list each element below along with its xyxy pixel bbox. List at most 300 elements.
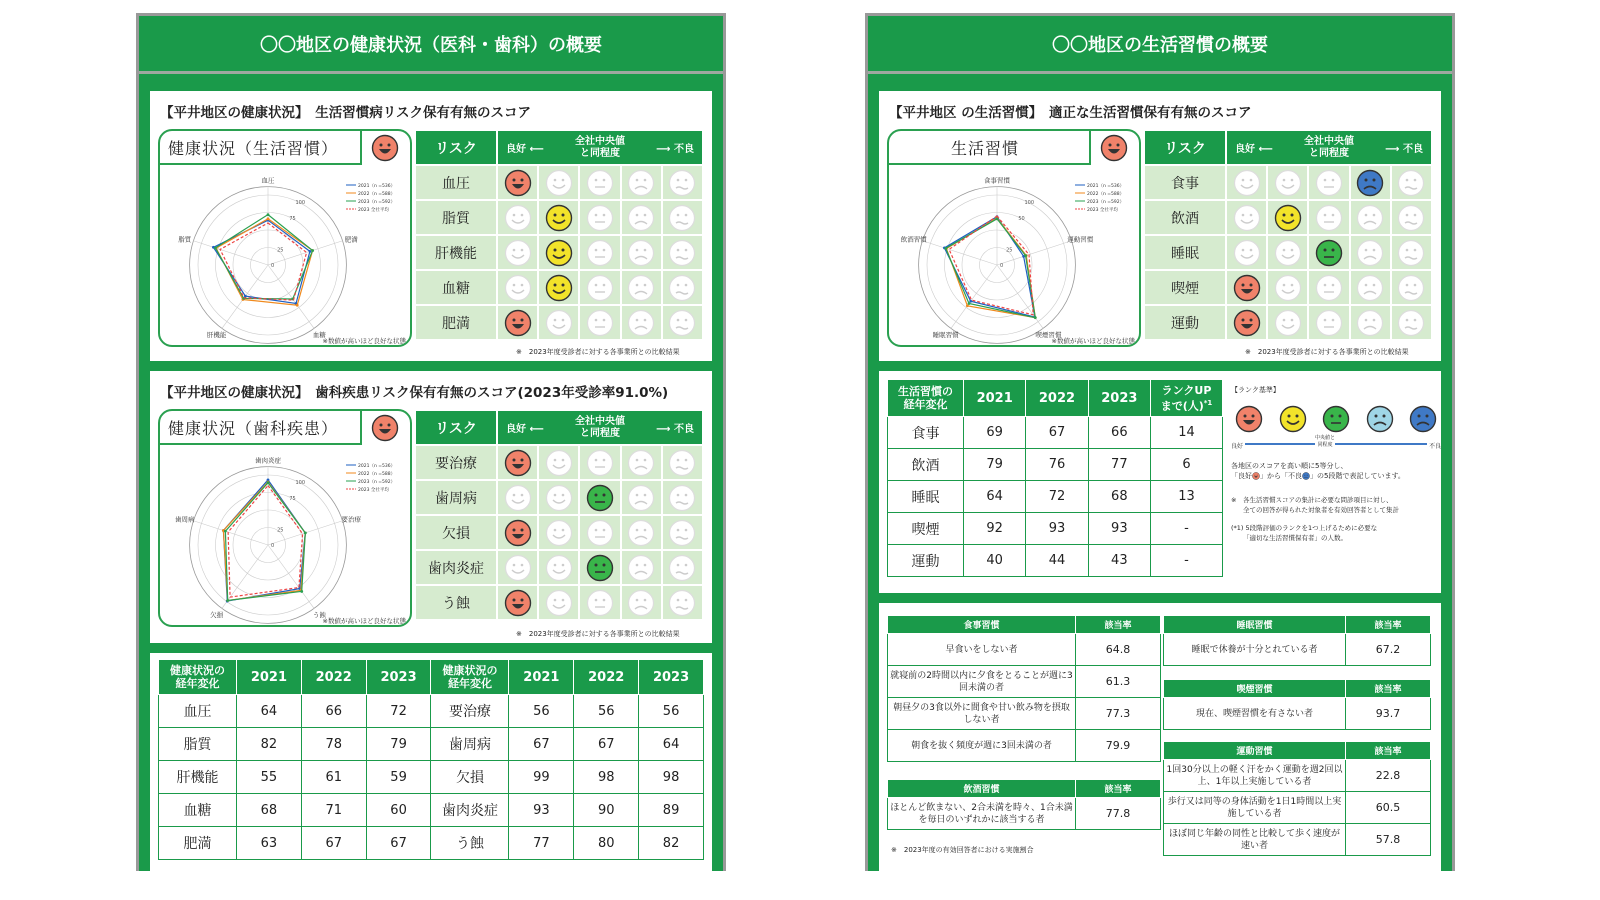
good-face-icon: [1235, 405, 1263, 433]
risk-label: 肥満: [416, 306, 496, 339]
bad-label: ⟶ 不良: [656, 144, 694, 155]
legend-entry: 2021（n =536）: [358, 184, 396, 189]
legend-entry: 2022（n =588）: [358, 472, 396, 477]
score-cell: [1268, 306, 1307, 339]
risk-label: 喫煙: [1145, 271, 1225, 304]
year-header: 2023: [639, 660, 704, 695]
row-label: 肝機能: [159, 761, 237, 794]
face-icon: [586, 554, 614, 582]
risk-label: 欠損: [416, 516, 496, 549]
desc-part: 」の5段階で表記しています。: [1310, 472, 1405, 480]
row-label: 飲酒: [888, 449, 964, 481]
score-row: [416, 236, 702, 269]
exercise-habits-table: [1163, 741, 1431, 856]
face-icon: [504, 309, 532, 337]
risk-label: 運動: [1145, 306, 1225, 339]
data-point: [968, 302, 971, 305]
series-line: [228, 486, 303, 598]
risk-label: 脂質: [416, 201, 496, 234]
face-icon: [504, 554, 532, 582]
tick-label: 75: [289, 215, 296, 222]
rate-header: 該当率: [1346, 616, 1431, 634]
value-cell: 67: [366, 827, 431, 860]
score-header: [416, 131, 702, 164]
score-cell: [580, 166, 619, 199]
value-cell: 64: [237, 695, 302, 728]
face-icon: [504, 449, 532, 477]
rank-desc: [1231, 461, 1441, 481]
value-cell: 93: [1088, 513, 1150, 545]
score-cell: [1227, 166, 1266, 199]
value-cell: 68: [1088, 481, 1150, 513]
face-icon: [668, 274, 696, 302]
tick-label: 50: [1018, 215, 1025, 222]
face-icon: [1356, 204, 1384, 232]
value-cell: 93: [1026, 513, 1088, 545]
value-cell: 56: [509, 695, 574, 728]
face-icon: [586, 309, 614, 337]
row-label: 睡眠: [888, 481, 964, 513]
score-cell: [1268, 271, 1307, 304]
trend-row: [159, 794, 704, 827]
habit-rate: 93.7: [1346, 698, 1431, 730]
score-cell: [1392, 236, 1431, 269]
score-cell: [1268, 166, 1307, 199]
face-icon: [545, 204, 573, 232]
drinking-habits-table: [887, 779, 1161, 830]
score-cell: [1392, 306, 1431, 339]
face-icon: [1315, 309, 1343, 337]
score-cell: [498, 271, 537, 304]
score-cell: [622, 166, 661, 199]
risk-label: 食事: [1145, 166, 1225, 199]
radar-face-icon: [360, 131, 408, 165]
score-cell: [498, 586, 537, 619]
trend-row: [888, 545, 1223, 577]
face-icon: [1233, 204, 1261, 232]
habit-desc: 朝食を抜く頻度が週に3回未満の者: [888, 730, 1076, 762]
value-cell: 59: [366, 761, 431, 794]
trend-row: [888, 417, 1223, 449]
score-cell: [622, 516, 661, 549]
year-header: 2022: [1026, 380, 1088, 417]
habit-rate: 77.8: [1076, 798, 1161, 830]
trend-row: [159, 728, 704, 761]
score-cell: [580, 551, 619, 584]
face-icon: [545, 554, 573, 582]
score-cell: [1309, 201, 1348, 234]
value-cell: 13: [1151, 481, 1223, 513]
radar-face-icon: [1089, 131, 1137, 165]
data-point: [311, 249, 314, 252]
good-label: 良好 ⟵: [506, 144, 544, 155]
year-header: 2021: [509, 660, 574, 695]
risk-header: リスク: [416, 411, 496, 444]
data-point: [969, 300, 972, 303]
tick-label: 25: [1006, 247, 1013, 254]
face-icon: [586, 169, 614, 197]
face-icon: [1315, 274, 1343, 302]
series-line: [946, 215, 1035, 318]
face-icon: [504, 169, 532, 197]
score-cell: [1309, 271, 1348, 304]
face-icon: [1397, 309, 1425, 337]
score-cell: [1309, 166, 1348, 199]
habit-row: [888, 666, 1161, 698]
score-cell: [580, 516, 619, 549]
radar-chart: [160, 165, 412, 347]
habit-row: [888, 634, 1161, 666]
rank-scale: [1231, 435, 1441, 457]
score-cell: [539, 446, 578, 479]
axis-label: 歯周病: [175, 515, 195, 524]
data-point: [296, 304, 299, 307]
data-point: [304, 531, 307, 534]
series-line: [944, 217, 1035, 317]
year-header: 2021: [964, 380, 1026, 417]
face-icon: [1274, 204, 1302, 232]
trend-header: 健康状況の 経年変化: [159, 660, 237, 695]
value-cell: -: [1151, 545, 1223, 577]
value-cell: 89: [639, 794, 704, 827]
value-cell: 64: [964, 481, 1026, 513]
row-label: 血圧: [159, 695, 237, 728]
face-icon: [1397, 239, 1425, 267]
score-cell: [663, 271, 702, 304]
score-cell: [663, 446, 702, 479]
axis-label: 肥満: [344, 235, 358, 244]
blue-face-icon: [1302, 472, 1310, 480]
score-header: [416, 411, 702, 444]
face-icon: [586, 519, 614, 547]
score-cell: [1351, 201, 1390, 234]
year-header: 2023: [366, 660, 431, 695]
value-cell: 69: [964, 417, 1026, 449]
score-cell: [622, 236, 661, 269]
score-cell: [498, 236, 537, 269]
value-cell: -: [1151, 513, 1223, 545]
score-row: [416, 586, 702, 619]
scale-header: [1227, 131, 1431, 164]
face-icon: [668, 309, 696, 337]
rank-faces: [1231, 405, 1441, 433]
axis-label: 血糖: [312, 331, 326, 340]
face-icon: [545, 589, 573, 617]
score-cell: [539, 166, 578, 199]
footnote: ※ 2023年度受診者に対する各事業所との比較結果: [516, 348, 680, 356]
legend-entry: 2023（n =592）: [358, 200, 396, 205]
data-point: [224, 530, 227, 533]
radar-box: [158, 129, 412, 347]
data-point: [1034, 316, 1037, 319]
rate-header: 該当率: [1076, 616, 1161, 634]
face-icon: [668, 484, 696, 512]
row-label: 食事: [888, 417, 964, 449]
axis-label: 食事習慣: [984, 176, 1010, 185]
right-panel-title: 〇〇地区の生活習慣の概要: [868, 16, 1452, 74]
score-row: [416, 166, 702, 199]
rate-header: 該当率: [1076, 780, 1161, 798]
axis-label: 要治療: [341, 515, 361, 524]
score-cell: [539, 306, 578, 339]
score-cell: [498, 481, 537, 514]
face-icon: [1356, 169, 1384, 197]
health-trend-section: [150, 653, 712, 874]
value-cell: 56: [639, 695, 704, 728]
year-header: 2022: [301, 660, 366, 695]
value-cell: 6: [1151, 449, 1223, 481]
bad-label: ⟶ 不良: [1385, 144, 1423, 155]
face-icon: [1233, 309, 1261, 337]
value-cell: 72: [366, 695, 431, 728]
face-icon: [1315, 169, 1343, 197]
value-cell: 56: [574, 695, 639, 728]
habit-desc: ほぼ同じ年齢の同性と比較して歩く速度が速い者: [1164, 824, 1346, 856]
legend-entry: 2023 全社平均: [1087, 208, 1118, 213]
good-label: 良好 ⟵: [1235, 144, 1273, 155]
value-cell: 68: [237, 794, 302, 827]
radar-note: ※数値が高いほど良好な状態: [322, 337, 406, 345]
habit-rate: 61.3: [1076, 666, 1161, 698]
data-point: [966, 304, 969, 307]
legend-entry: 2021（n =536）: [1087, 184, 1125, 189]
axis-label: 飲酒習慣: [900, 235, 927, 244]
value-cell: 78: [301, 728, 366, 761]
risk-label: 飲酒: [1145, 201, 1225, 234]
mid-label: 全社中央値 と同程度: [575, 135, 625, 159]
score-row: [1145, 166, 1431, 199]
score-cell: [663, 201, 702, 234]
score-cell: [498, 166, 537, 199]
score-cell: [663, 586, 702, 619]
axis-label: 脂質: [178, 235, 192, 244]
habit-desc: 就寝前の2時間以内に夕食をとることが週に3回未満の者: [888, 666, 1076, 698]
radar-title: 健康状況（歯科疾患）: [160, 411, 360, 445]
face-icon: [586, 589, 614, 617]
rank-desc-1: 各地区のスコアを高い順に5等分し、: [1231, 462, 1348, 470]
legend-entry: 2022（n =588）: [358, 192, 396, 197]
score-cell: [622, 271, 661, 304]
trend-header: 健康状況の 経年変化: [431, 660, 509, 695]
legend-entry: 2023（n =592）: [1087, 200, 1125, 205]
value-cell: 71: [301, 794, 366, 827]
rate-header: 該当率: [1346, 742, 1431, 760]
face-icon: [627, 484, 655, 512]
rank-notes: [1231, 495, 1441, 543]
data-point: [944, 247, 947, 250]
value-cell: 66: [301, 695, 366, 728]
radar-note: ※数値が高いほど良好な状態: [1051, 337, 1135, 345]
score-cell: [1351, 271, 1390, 304]
value-cell: 67: [1026, 417, 1088, 449]
face-icon: [545, 449, 573, 477]
face-icon: [545, 484, 573, 512]
face-icon: [1315, 204, 1343, 232]
habit-desc: ほとんど飲まない、2合未満を時々、1合未満を毎日のいずれかに該当する者: [888, 798, 1076, 830]
score-cell: [1227, 271, 1266, 304]
face-icon: [504, 204, 532, 232]
lifestyle-trend-section: [879, 371, 1441, 593]
face-icon: [1274, 274, 1302, 302]
scale-header: [498, 131, 702, 164]
value-cell: 14: [1151, 417, 1223, 449]
value-cell: 82: [639, 827, 704, 860]
habit-title: 運動習慣: [1164, 742, 1346, 760]
habit-desc: 朝昼夕の3食以外に間食や甘い飲み物を摂取しない者: [888, 698, 1076, 730]
score-cell: [498, 516, 537, 549]
row-label: う蝕: [431, 827, 509, 860]
rank-up-header: ランクUP まで(人)$^{*1}$: [1151, 380, 1223, 417]
face-icon: [1356, 274, 1384, 302]
data-point: [309, 250, 312, 253]
axis-label: 喫煙習慣: [1035, 331, 1062, 340]
score-cell: [498, 551, 537, 584]
value-cell: 98: [639, 761, 704, 794]
data-point: [267, 217, 270, 220]
risk-label: 血糖: [416, 271, 496, 304]
tick-label: 25: [277, 247, 284, 254]
habit-row: [1164, 698, 1431, 730]
footnote: ※ 2023年度受診者に対する各事業所との比較結果: [1245, 348, 1409, 356]
face-icon: [627, 204, 655, 232]
face-icon: [668, 449, 696, 477]
score-cell: [622, 586, 661, 619]
rank-bad-label: 不良: [1428, 443, 1441, 450]
score-cell: [539, 236, 578, 269]
face-icon: [627, 309, 655, 337]
score-row: [416, 271, 702, 304]
value-cell: 43: [1088, 545, 1150, 577]
value-cell: 67: [301, 827, 366, 860]
score-cell: [580, 201, 619, 234]
value-cell: 80: [574, 827, 639, 860]
risk-label: 要治療: [416, 446, 496, 479]
trend-row: [888, 449, 1223, 481]
radar-box: [887, 129, 1141, 347]
habit-rate: 60.5: [1346, 792, 1431, 824]
radar-box: [158, 409, 412, 627]
score-cell: [1309, 306, 1348, 339]
section-heading: 【平井地区の健康状況】 生活習慣病リスク保有有無のスコア: [160, 105, 531, 121]
score-cell: [580, 446, 619, 479]
face-icon: [668, 589, 696, 617]
health-trend-table: [158, 659, 704, 860]
face-icon: [504, 274, 532, 302]
face-icon: [627, 449, 655, 477]
score-row: [416, 306, 702, 339]
score-cell: [580, 481, 619, 514]
above-face-icon: [1279, 405, 1307, 433]
risk-label: 血圧: [416, 166, 496, 199]
habit-title: 喫煙習慣: [1164, 680, 1346, 698]
row-label: 歯周病: [431, 728, 509, 761]
radar-chart: [889, 165, 1141, 347]
data-point: [300, 590, 303, 593]
face-icon: [586, 449, 614, 477]
face-icon: [627, 519, 655, 547]
score-cell: [539, 551, 578, 584]
score-cell: [622, 306, 661, 339]
score-cell: [663, 166, 702, 199]
value-cell: 92: [964, 513, 1026, 545]
row-label: 脂質: [159, 728, 237, 761]
section-heading: 【平井地区の健康状況】 歯科疾患リスク保有有無のスコア(2023年受診率91.0%): [160, 385, 669, 401]
lifestyle-score-section: [879, 91, 1441, 361]
score-cell: [663, 236, 702, 269]
habit-row: [888, 698, 1161, 730]
score-cell: [580, 236, 619, 269]
face-icon: [545, 519, 573, 547]
trend-row: [888, 481, 1223, 513]
habit-desc: 早食いをしない者: [888, 634, 1076, 666]
score-cell: [663, 516, 702, 549]
habit-row: [888, 798, 1161, 830]
rate-header: 該当率: [1346, 680, 1431, 698]
habit-rate: 67.2: [1346, 634, 1431, 666]
score-cell: [580, 306, 619, 339]
tick-label: 100: [1024, 200, 1035, 206]
score-cell: [622, 446, 661, 479]
face-icon: [586, 484, 614, 512]
data-point: [267, 481, 270, 484]
habit-row: [1164, 760, 1431, 792]
footnote: ※ 2023年度の有効回答者における実施割合: [891, 846, 1034, 854]
score-cell: [1227, 306, 1266, 339]
face-icon: [668, 239, 696, 267]
habit-desc: 現在、喫煙習慣を有さない者: [1164, 698, 1346, 730]
trend-header: 生活習慣の 経年変化: [888, 380, 964, 417]
row-label: 運動: [888, 545, 964, 577]
rank-legend: [1231, 385, 1441, 543]
good-label: 良好 ⟵: [506, 424, 544, 435]
face-icon: [545, 239, 573, 267]
series-line: [215, 215, 312, 299]
face-icon: [504, 589, 532, 617]
face-icon: [1233, 274, 1261, 302]
habit-row: [1164, 634, 1431, 666]
value-cell: 64: [639, 728, 704, 761]
score-row: [416, 446, 702, 479]
year-header: 2022: [574, 660, 639, 695]
row-label: 欠損: [431, 761, 509, 794]
face-icon: [1397, 204, 1425, 232]
tick-label: 0: [271, 543, 275, 549]
value-cell: 99: [509, 761, 574, 794]
score-cell: [539, 516, 578, 549]
legend-entry: 2023 全社平均: [358, 488, 389, 493]
risk-label: 睡眠: [1145, 236, 1225, 269]
score-cell: [498, 306, 537, 339]
tick-label: 0: [271, 263, 275, 269]
note-line: 「適切な生活習慣保有者」の人数。: [1243, 534, 1347, 542]
desc-part: 」から「不良: [1260, 472, 1302, 480]
left-panel: [136, 13, 726, 871]
series-line: [946, 219, 1036, 318]
risk-label: 肝機能: [416, 236, 496, 269]
tick-label: 25: [277, 527, 284, 534]
bad-label: ⟶ 不良: [656, 424, 694, 435]
trend-row: [159, 695, 704, 728]
value-cell: 66: [1088, 417, 1150, 449]
radar-title: 健康状況（生活習慣）: [160, 131, 360, 165]
score-cell: [622, 551, 661, 584]
score-row: [416, 481, 702, 514]
face-icon: [545, 309, 573, 337]
face-icon: [1315, 239, 1343, 267]
tick-label: 0: [1000, 263, 1004, 269]
value-cell: 63: [237, 827, 302, 860]
habit-row: [1164, 792, 1431, 824]
